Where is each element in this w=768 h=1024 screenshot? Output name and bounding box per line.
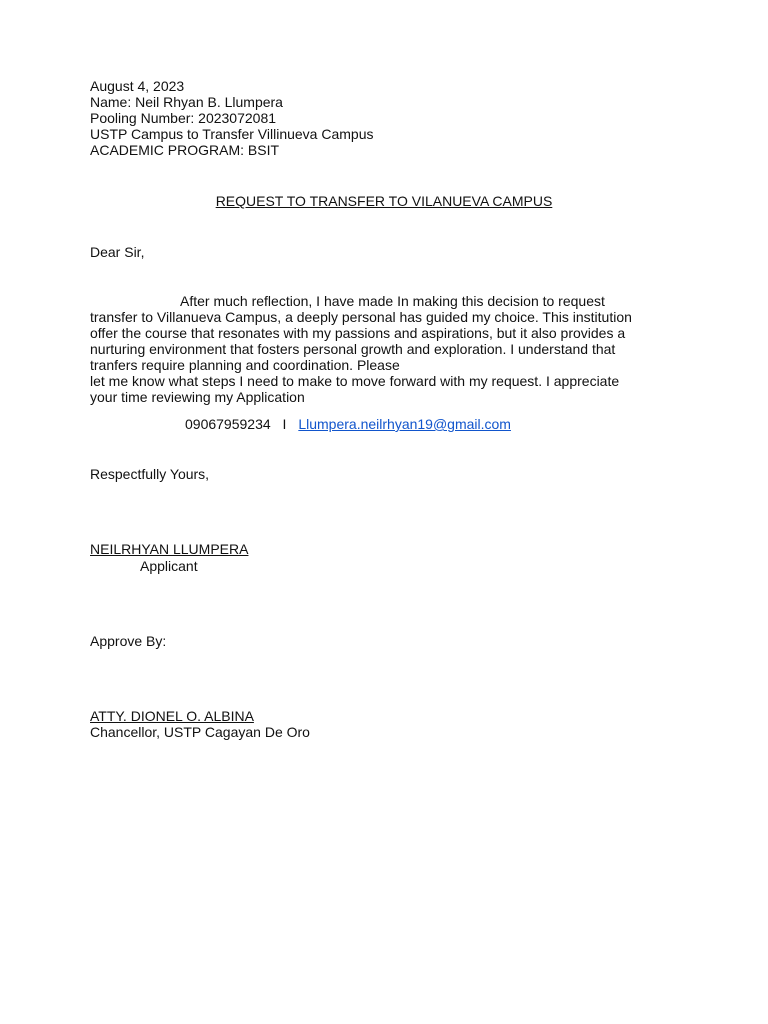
campus-transfer-line: USTP Campus to Transfer Villinueva Campus <box>90 126 374 142</box>
contact-separator: I <box>282 416 287 432</box>
body-line: nurturing environment that fosters personal growth and exploration. I understand that <box>90 341 616 357</box>
applicant-name-line: Name: Neil Rhyan B. Llumpera <box>90 94 283 110</box>
body-line: After much reflection, I have made In making this decision to request <box>180 293 605 309</box>
approve-by-label: Approve By: <box>90 633 167 649</box>
letter-subject <box>0 193 768 209</box>
signatory-role: Applicant <box>140 558 198 574</box>
closing: Respectfully Yours, <box>90 466 210 482</box>
approver-title: Chancellor, USTP Cagayan De Oro <box>90 724 310 740</box>
phone-number: 09067959234 <box>185 416 271 432</box>
body-line: your time reviewing my Application <box>90 389 305 405</box>
approver-name: ATTY. DIONEL O. ALBINA <box>90 708 254 724</box>
subject-text: REQUEST TO TRANSFER TO VILANUEVA CAMPUS <box>215 193 553 209</box>
signatory-name: NEILRHYAN LLUMPERA <box>90 541 249 557</box>
salutation: Dear Sir, <box>90 244 145 260</box>
body-line: let me know what steps I need to make to move forward with my request. I appreciate <box>90 373 620 389</box>
letter-header <box>90 78 374 158</box>
letter-body <box>90 293 690 405</box>
email-link[interactable]: Llumpera.neilrhyan19@gmail.com <box>298 416 511 432</box>
pooling-number-line: Pooling Number: 2023072081 <box>90 110 277 126</box>
letter-date: August 4, 2023 <box>90 78 185 94</box>
academic-program-line: ACADEMIC PROGRAM: BSIT <box>90 142 280 158</box>
body-line: offer the course that resonates with my passions and aspirations, but it also provides a <box>90 325 626 341</box>
contact-line <box>185 416 511 432</box>
body-line: transfer to Villanueva Campus, a deeply personal has guided my choice. This institution <box>90 309 632 325</box>
body-line: tranfers require planning and coordination. Please <box>90 357 400 373</box>
